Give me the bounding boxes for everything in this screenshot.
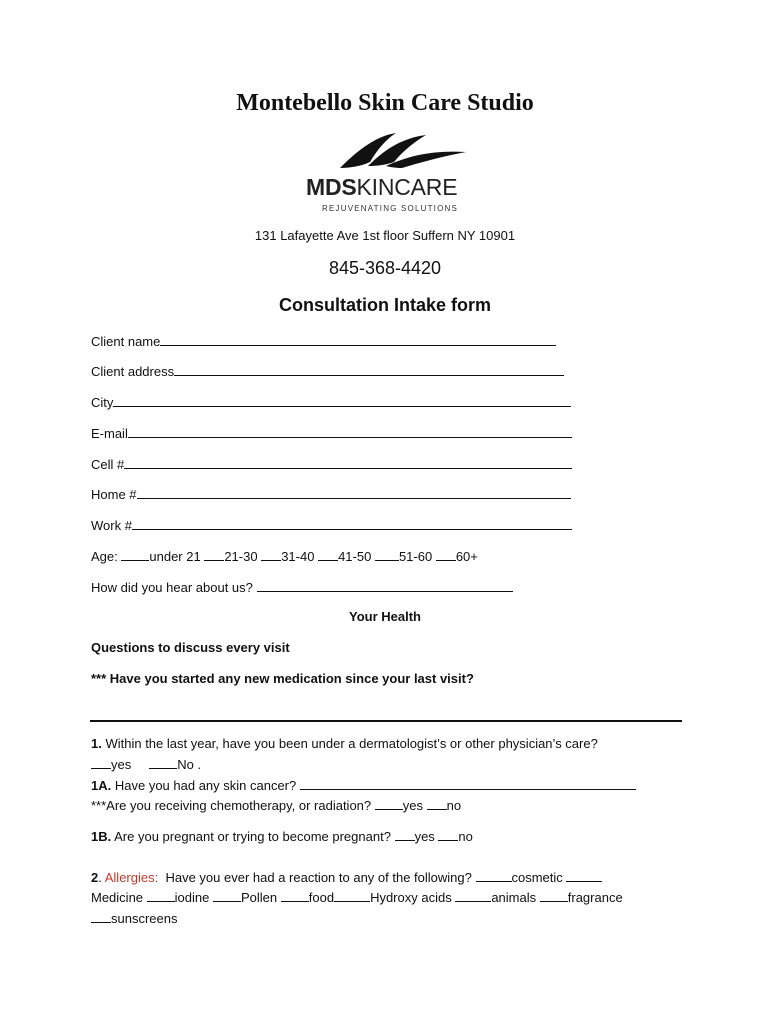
question-2[interactable]: 2. Allergies: Have you ever had a reaction to any of the following? cosmetic <box>91 869 602 885</box>
studio-name: Montebello Skin Care Studio <box>236 90 534 116</box>
home-field[interactable]: Home # <box>91 486 571 502</box>
your-health-heading: Your Health <box>349 609 421 624</box>
age-field[interactable]: Age: under 21 21-30 31-40 41-50 51-60 60+ <box>91 549 478 564</box>
cell-field[interactable]: Cell # <box>91 456 572 472</box>
answer-line[interactable] <box>90 720 682 722</box>
mds-logo <box>298 128 472 216</box>
questions-heading: Questions to discuss every visit <box>91 640 290 655</box>
question-1a[interactable]: 1A. Have you had any skin cancer? <box>91 777 636 793</box>
logo-tagline: REJUVENATING SOLUTIONS <box>322 204 459 213</box>
chemo-question[interactable]: ***Are you receiving chemotherapy, or radiation? yes no <box>91 798 462 813</box>
medication-question: *** Have you started any new medication since your last visit? <box>91 671 474 686</box>
email-field[interactable]: E-mail <box>91 425 572 441</box>
hear-about-field[interactable]: How did you hear about us? <box>91 579 513 595</box>
city-field[interactable]: City <box>91 394 571 410</box>
form-title: Consultation Intake form <box>278 295 491 315</box>
question-1: 1. Within the last year, have you been under a dermatologist’s or other physician’s care? <box>91 736 598 751</box>
studio-phone: 845-368-4420 <box>328 258 442 278</box>
question-1b[interactable]: 1B. Are you pregnant or trying to become pregnant? yes no <box>91 829 473 844</box>
allergy-sunscreens[interactable]: sunscreens <box>91 910 177 926</box>
wave-logo-icon <box>298 128 472 174</box>
work-field[interactable]: Work # <box>91 517 572 533</box>
client-address-field[interactable]: Client address <box>91 363 564 379</box>
question-1-answers[interactable]: yes No . <box>91 756 201 772</box>
client-name-field[interactable]: Client name <box>91 333 556 349</box>
logo-wordmark: MDSKINCARE <box>306 174 458 200</box>
studio-address: 131 Lafayette Ave 1st floor Suffern NY 10901 <box>254 228 516 243</box>
allergies-label: Allergies: <box>104 870 159 885</box>
allergy-options[interactable]: Medicine iodine Pollen food Hydroxy acids animals fragrance <box>91 890 623 905</box>
